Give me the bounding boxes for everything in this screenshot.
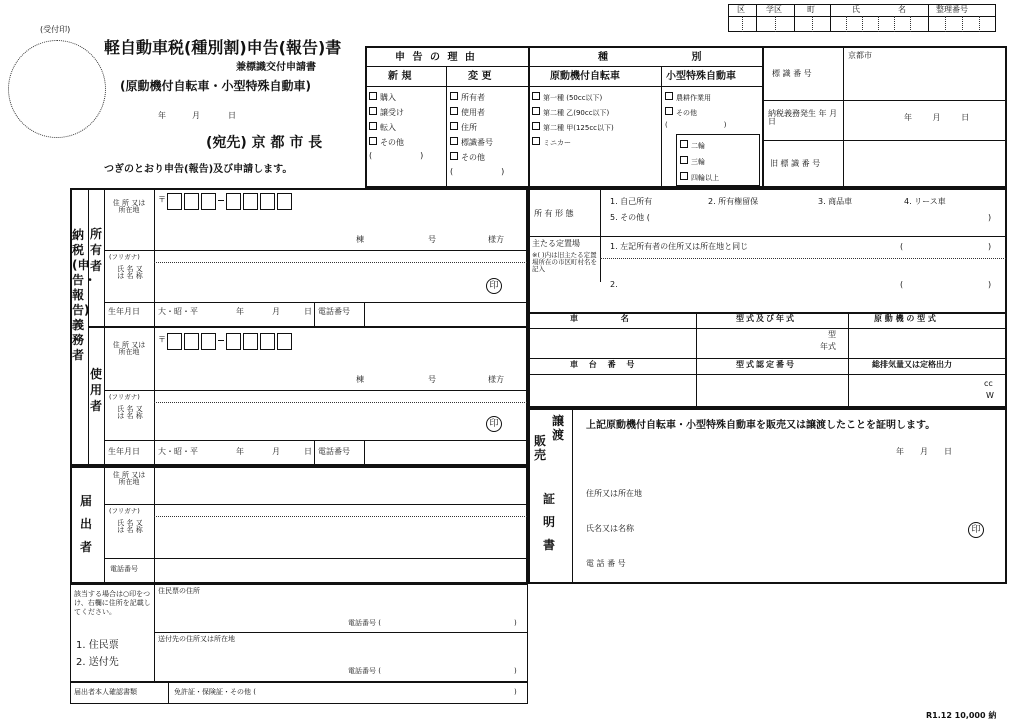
user-m: 月 (272, 447, 280, 456)
reason-change-owner[interactable]: 所有者 (450, 92, 485, 103)
type-moped-2a[interactable]: 第二種 甲(125cc以下) (532, 122, 614, 132)
cert-side-2: 譲渡 (552, 414, 565, 443)
form-code: R1.12 10,000 納 (926, 711, 997, 720)
ownership-label: 所 有 形 態 (534, 209, 574, 218)
user-phone-label: 電話番号 (318, 447, 350, 456)
grid-gakku: 学区 (766, 5, 782, 14)
car-name-label: 車 名 (570, 314, 629, 323)
storage-opt1-paren-open: ( (900, 242, 904, 251)
owner-address-label: 住 所 又は 所在地 (112, 199, 146, 215)
storage-opt2-paren-close: ) (988, 280, 992, 289)
reason-new-label: 新 規 (388, 71, 412, 82)
user-postal-code[interactable] (167, 333, 294, 356)
plate-city: 京都市 (848, 51, 872, 60)
owner-postal-code[interactable] (167, 193, 294, 216)
type-moped-1[interactable]: 第一種 (50cc以下) (532, 92, 602, 102)
user-go: 号 (428, 375, 436, 384)
send-phone-close: ) (514, 667, 517, 675)
send-address-label: 送付先の住所又は所在地 (158, 635, 235, 643)
owner-sama: 様方 (488, 235, 504, 244)
reason-change-label: 変 更 (468, 71, 492, 82)
storage-opt2-paren-open: ( (900, 280, 904, 289)
declaration: つぎのとおり申告(報告)及び申請します。 (104, 164, 293, 175)
owner-go: 号 (428, 235, 436, 244)
type-moped-minicar[interactable]: ミニカー (532, 137, 571, 147)
cert-date: 年 月 日 (896, 447, 952, 456)
resident-choice-1[interactable]: 1. 住民票 (76, 640, 119, 651)
user-name-label: 氏 名 又は 名 称 (117, 405, 143, 421)
reason-new-other-paren: ( ) (369, 151, 424, 160)
filer-label: 届出者 (80, 494, 93, 554)
type-special-other[interactable]: その他 (665, 107, 697, 117)
resident-phone: 電話番号 ( (348, 619, 381, 627)
type-moped-2b[interactable]: 第二種 乙(90cc以下) (532, 107, 609, 117)
model-year-label: 型式及び年式 (736, 314, 796, 323)
user-birth-label: 生年月日 (108, 447, 140, 456)
receipt-stamp-circle (8, 40, 106, 138)
grid-ku: 区 (737, 5, 745, 14)
addressee: (宛先) 京 都 市 長 (206, 135, 323, 151)
grid-machi: 町 (807, 5, 815, 14)
reason-change-user[interactable]: 使用者 (450, 107, 485, 118)
filer-phone-label: 電話番号 (110, 565, 138, 573)
type-special-two[interactable]: 二輪 (680, 140, 705, 150)
user-d: 日 (304, 447, 312, 456)
taxpayer-side-label: 納税(申告・報告)義務者 (72, 228, 97, 362)
reason-heading: 申 告 の 理 由 (395, 52, 477, 63)
reason-change-other[interactable]: その他 (450, 152, 485, 163)
cc-unit: cc (984, 379, 993, 388)
type-special-paren: ( ) (665, 121, 727, 129)
id-doc-label: 届出者本人確認書類 (74, 688, 137, 696)
resident-address-label: 住民票の住所 (158, 587, 200, 595)
reason-new-purchase[interactable]: 購入 (369, 92, 396, 103)
cert-side-3: 証明書 (543, 492, 556, 552)
form-title: 軽自動車税(種別割)申告(報告)書 (104, 38, 342, 57)
user-era: 大・昭・平 (158, 447, 198, 456)
reason-change-other-paren: ( ) (450, 167, 505, 176)
grid-mei: 名 (898, 5, 906, 14)
resident-instruction: 該当する場合は○印をつけ、右欄に住所を記載してください。 (74, 590, 151, 617)
cert-side-1: 販売 (534, 434, 547, 463)
user-postal-mark: 〒 (158, 335, 166, 344)
grid-seiri: 整理番号 (936, 5, 968, 14)
ownership-opt4[interactable]: 4. リース車 (904, 197, 946, 206)
id-doc-block (70, 682, 528, 704)
plate-label: 標 識 番 号 (772, 69, 812, 78)
type-mark: 型 (828, 330, 836, 339)
old-plate-label: 旧 標 識 番 号 (770, 159, 821, 168)
cert-name: 氏名又は名称 (586, 524, 634, 533)
send-phone: 電話番号 ( (348, 667, 381, 675)
reason-new-movein[interactable]: 転入 (369, 122, 396, 133)
storage-note: ※( )内は旧主たる定置場所在の市区町村名を記入 (532, 251, 597, 273)
year-mark: 年式 (820, 342, 836, 351)
tax-date-label: 納税義務発生 年 月 日 (768, 109, 838, 127)
owner-d: 日 (304, 307, 312, 316)
ownership-opt1[interactable]: 1. 自己所有 (610, 197, 653, 206)
user-sama: 様方 (488, 375, 504, 384)
user-address-label: 住 所 又は 所在地 (112, 341, 146, 357)
owner-mune: 棟 (356, 235, 364, 244)
user-mune: 棟 (356, 375, 364, 384)
ownership-opt2[interactable]: 2. 所有権留保 (708, 197, 759, 206)
filer-furigana: (フリガナ) (109, 507, 140, 515)
form-subtitle: 兼標識交付申請書 (236, 62, 316, 73)
ownership-opt3[interactable]: 3. 商品車 (818, 197, 853, 206)
owner-label: 所有者 (90, 227, 103, 274)
user-furigana: (フリガナ) (109, 393, 140, 401)
header-month: 月 (192, 111, 200, 120)
type-heading: 種 別 (598, 52, 742, 63)
resident-phone-close: ) (514, 619, 517, 627)
displacement-label: 総排気量又は定格出力 (872, 360, 952, 369)
cert-no-label: 型式認定番号 (736, 360, 796, 369)
receipt-stamp-label: (受付印) (40, 25, 71, 34)
w-unit: W (986, 391, 994, 400)
type-special-label: 小型特殊自動車 (666, 71, 736, 82)
cert-address: 住所又は所在地 (586, 489, 642, 498)
vehicle-scope: (原動機付自転車・小型特殊自動車) (120, 79, 311, 93)
header-year: 年 (158, 111, 166, 120)
ownership-opt5[interactable]: 5. その他 ( (610, 213, 650, 222)
reason-new-transfer[interactable]: 譲受け (369, 107, 404, 118)
owner-era: 大・昭・平 (158, 307, 198, 316)
owner-seal: 印 (486, 278, 502, 294)
tax-date: 年 月 日 (904, 113, 970, 122)
reason-change-plate[interactable]: 標識番号 (450, 137, 493, 148)
owner-name-label: 氏 名 又は 名 称 (117, 265, 143, 281)
storage-opt1[interactable]: 1. 左記所有者の住所又は所在地と同じ (610, 242, 749, 251)
owner-furigana: (フリガナ) (109, 253, 140, 261)
owner-y: 年 (236, 307, 244, 316)
owner-phone-label: 電話番号 (318, 307, 350, 316)
cert-statement: 上記原動機付自転車・小型特殊自動車を販売又は譲渡したことを証明します。 (586, 420, 936, 431)
user-seal: 印 (486, 416, 502, 432)
filer-address-label: 住 所 又は 所在地 (112, 471, 146, 487)
storage-opt2[interactable]: 2. (610, 280, 618, 289)
chassis-label: 車 台 番 号 (570, 360, 639, 369)
type-moped-label: 原動機付自転車 (550, 71, 620, 82)
cert-seal: 印 (968, 522, 984, 538)
owner-birth-label: 生年月日 (108, 307, 140, 316)
owner-m: 月 (272, 307, 280, 316)
storage-opt1-paren-close: ) (988, 242, 992, 251)
filer-name-label: 氏 名 又は 名 称 (117, 519, 143, 535)
id-doc-close: ) (514, 688, 517, 696)
user-y: 年 (236, 447, 244, 456)
header-day: 日 (228, 111, 236, 120)
reason-new-other[interactable]: その他 (369, 137, 404, 148)
user-label: 使用者 (90, 367, 103, 414)
engine-type-label: 原 動 機 の 型 式 (874, 314, 936, 323)
grid-shi: 氏 (852, 5, 860, 14)
type-special-four[interactable]: 四輪以上 (680, 172, 719, 182)
resident-choice-2[interactable]: 2. 送付先 (76, 657, 119, 668)
storage-label: 主たる定置場 (532, 239, 580, 248)
id-doc-value: 免許証・保険証・その他 ( (174, 688, 256, 696)
type-special-farm[interactable]: 農耕作業用 (665, 92, 711, 102)
reason-change-address[interactable]: 住所 (450, 122, 477, 133)
owner-postal-mark: 〒 (158, 195, 166, 204)
type-special-three[interactable]: 三輪 (680, 156, 705, 166)
ownership-close: ) (988, 213, 992, 222)
cert-phone: 電 話 番 号 (586, 559, 626, 568)
